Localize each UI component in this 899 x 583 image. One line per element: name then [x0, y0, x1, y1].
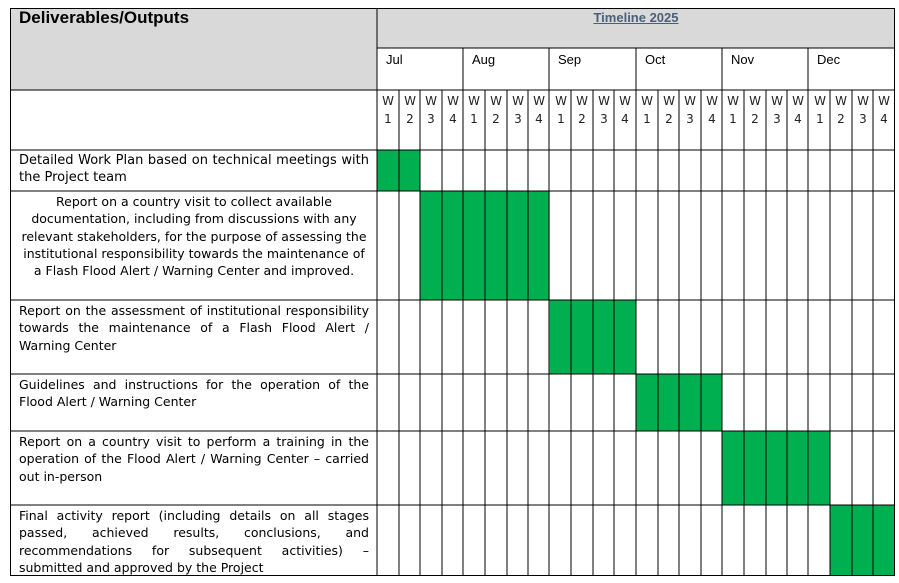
gantt-bar-cell: [420, 191, 442, 300]
week-number: 1: [384, 112, 392, 126]
week-label: [852, 92, 874, 128]
month-label: Aug: [472, 52, 496, 67]
week-number: 3: [686, 112, 694, 126]
gantt-bar-cell: [528, 191, 550, 300]
week-prefix: W: [468, 94, 480, 108]
month-label: Dec: [817, 52, 841, 67]
week-prefix: W: [382, 94, 394, 108]
week-prefix: W: [814, 94, 826, 108]
week-prefix: W: [404, 94, 416, 108]
gantt-bar-cell: [787, 431, 809, 505]
week-number: 4: [621, 112, 629, 126]
week-label: [636, 92, 658, 128]
month-label: Sep: [558, 52, 582, 67]
week-prefix: W: [684, 94, 696, 108]
month-label: Nov: [731, 52, 755, 67]
gantt-bar-cell: [571, 300, 593, 374]
gantt-bar-cell: [593, 300, 615, 374]
gantt-bar-cell: [550, 300, 572, 374]
gantt-bar-cell: [766, 431, 788, 505]
week-prefix: W: [598, 94, 610, 108]
week-prefix: W: [727, 94, 739, 108]
week-number: 1: [643, 112, 651, 126]
week-label: [507, 92, 529, 128]
deliverables-header: Deliverables/Outputs: [19, 8, 190, 27]
week-number: 1: [557, 112, 565, 126]
week-number: 3: [773, 112, 781, 126]
gantt-bar-cell: [873, 505, 895, 576]
week-prefix: W: [792, 94, 804, 108]
week-prefix: W: [857, 94, 869, 108]
week-number: 2: [665, 112, 673, 126]
gantt-bar-cell: [377, 150, 399, 191]
week-number: 1: [729, 112, 737, 126]
week-number: 2: [406, 112, 414, 126]
week-prefix: W: [663, 94, 675, 108]
week-number: 3: [859, 112, 867, 126]
week-prefix: W: [490, 94, 502, 108]
week-prefix: W: [641, 94, 653, 108]
week-number: 1: [816, 112, 824, 126]
week-label: [830, 92, 852, 128]
week-prefix: W: [533, 94, 545, 108]
week-number: 2: [578, 112, 586, 126]
gantt-bar-cell: [463, 191, 485, 300]
week-number: 3: [514, 112, 522, 126]
week-number: 4: [708, 112, 716, 126]
week-label: [679, 92, 701, 128]
week-label: [571, 92, 593, 128]
week-label: [420, 92, 442, 128]
week-label: [701, 92, 723, 128]
gantt-bar-cell: [658, 374, 680, 431]
week-label: [766, 92, 788, 128]
week-prefix: W: [706, 94, 718, 108]
week-label: [485, 92, 507, 128]
gantt-bar-cell: [830, 505, 852, 576]
week-label: [809, 92, 831, 128]
week-number: 4: [535, 112, 543, 126]
deliverable-label: Report on the assessment of institutional responsibility towards the maintenance of a Flash Flood Alert / Warning Center: [19, 303, 369, 353]
week-prefix: W: [576, 94, 588, 108]
week-number: 3: [427, 112, 435, 126]
week-prefix: W: [512, 94, 524, 108]
week-prefix: W: [425, 94, 437, 108]
deliverable-label: Detailed Work Plan based on technical meetings with the Project team: [19, 153, 369, 186]
gantt-bar-cell: [507, 191, 529, 300]
week-number: 3: [600, 112, 608, 126]
month-label: Jul: [386, 52, 403, 67]
gantt-bar-cell: [852, 505, 874, 576]
week-label: [593, 92, 615, 128]
week-label: [399, 92, 421, 128]
timeline-header: Timeline 2025: [593, 10, 679, 25]
gantt-bar-cell: [701, 374, 723, 431]
gantt-bar-cell: [614, 300, 636, 374]
week-label: [744, 92, 766, 128]
gantt-bar-cell: [809, 431, 831, 505]
week-label: [873, 92, 895, 128]
week-prefix: W: [878, 94, 890, 108]
gantt-bar-cell: [679, 374, 701, 431]
week-number: 1: [470, 112, 478, 126]
week-label: [658, 92, 680, 128]
deliverable-label: Report on a country visit to perform a training in the operation of the Flood Alert / Warning Center – carried out in-person: [19, 434, 369, 484]
week-label: [442, 92, 464, 128]
week-prefix: W: [555, 94, 567, 108]
deliverable-label: Final activity report (including details on all stages passed, achieved results, conclusions, and recommendations for subsequent activities) – submitted and approved by the Project: [19, 508, 369, 575]
week-number: 4: [880, 112, 888, 126]
week-number: 2: [837, 112, 845, 126]
gantt-bar-cell: [744, 431, 766, 505]
week-label: [550, 92, 572, 128]
week-label: [377, 92, 399, 128]
month-label: Oct: [645, 52, 666, 67]
gantt-bar-cell: [636, 374, 658, 431]
week-prefix: W: [447, 94, 459, 108]
deliverable-label: Report on a country visit to collect available documentation, including from discussions with any relevant stakeholders, for the purpose of assessing the institutional responsibility towards the maintenance of a Flash Flood Alert / Warning Center and improved.: [21, 194, 367, 279]
week-number: 4: [449, 112, 457, 126]
week-prefix: W: [749, 94, 761, 108]
week-label: [787, 92, 809, 128]
gantt-bar-cell: [399, 150, 421, 191]
week-number: 2: [492, 112, 500, 126]
week-prefix: W: [619, 94, 631, 108]
week-label: [722, 92, 744, 128]
week-prefix: W: [771, 94, 783, 108]
week-number: 2: [751, 112, 759, 126]
week-prefix: W: [835, 94, 847, 108]
week-label: [528, 92, 550, 128]
gantt-bar-cell: [442, 191, 464, 300]
gantt-bar-cell: [722, 431, 744, 505]
deliverable-label: Guidelines and instructions for the operation of the Flood Alert / Warning Center: [19, 377, 369, 410]
week-number: 4: [794, 112, 802, 126]
week-label: [463, 92, 485, 128]
week-label: [614, 92, 636, 128]
gantt-bar-cell: [485, 191, 507, 300]
